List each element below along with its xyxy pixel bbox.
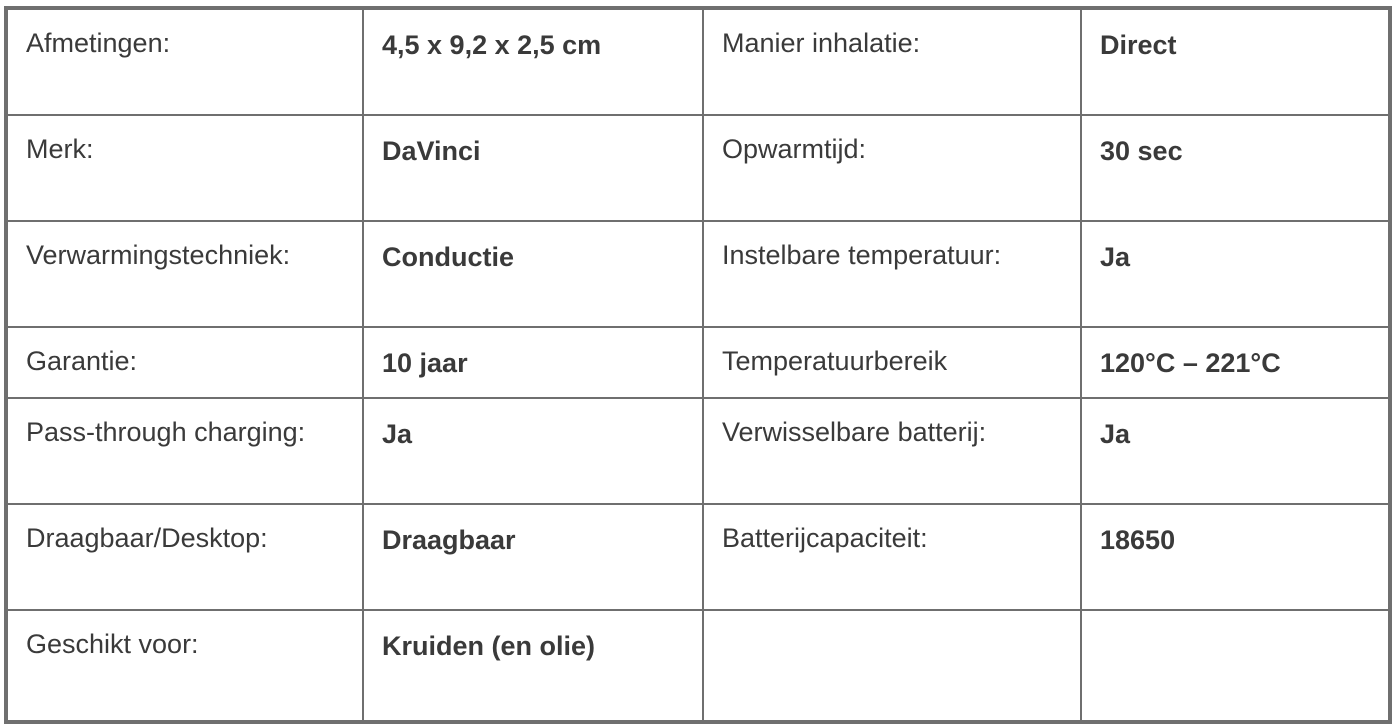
spec-value-empty (1081, 610, 1390, 722)
spec-label: Afmetingen: (6, 8, 363, 115)
table-row (6, 610, 1390, 722)
table-row (6, 8, 1390, 115)
table-row (6, 398, 1390, 504)
spec-label: Temperatuurbereik (703, 327, 1081, 398)
spec-label: Instelbare temperatuur: (703, 221, 1081, 327)
spec-label: Geschikt voor: (6, 610, 363, 722)
table-row (6, 115, 1390, 221)
table-row (6, 504, 1390, 610)
spec-table (4, 6, 1392, 724)
spec-value: DaVinci (363, 115, 703, 221)
spec-label: Draagbaar/Desktop: (6, 504, 363, 610)
spec-label: Verwisselbare batterij: (703, 398, 1081, 504)
spec-value: 10 jaar (363, 327, 703, 398)
spec-value: 30 sec (1081, 115, 1390, 221)
spec-label: Manier inhalatie: (703, 8, 1081, 115)
table-row (6, 327, 1390, 398)
spec-label: Verwarmingstechniek: (6, 221, 363, 327)
spec-label-empty (703, 610, 1081, 722)
table-row (6, 221, 1390, 327)
spec-value: 4,5 x 9,2 x 2,5 cm (363, 8, 703, 115)
spec-value: Ja (1081, 221, 1390, 327)
spec-value: Conductie (363, 221, 703, 327)
spec-label: Opwarmtijd: (703, 115, 1081, 221)
spec-label: Merk: (6, 115, 363, 221)
spec-value: 18650 (1081, 504, 1390, 610)
spec-value: Ja (363, 398, 703, 504)
spec-value: Direct (1081, 8, 1390, 115)
spec-value: Kruiden (en olie) (363, 610, 703, 722)
spec-value: 120°C – 221°C (1081, 327, 1390, 398)
spec-value: Draagbaar (363, 504, 703, 610)
spec-label: Pass-through charging: (6, 398, 363, 504)
spec-label: Garantie: (6, 327, 363, 398)
spec-label: Batterijcapaciteit: (703, 504, 1081, 610)
spec-value: Ja (1081, 398, 1390, 504)
